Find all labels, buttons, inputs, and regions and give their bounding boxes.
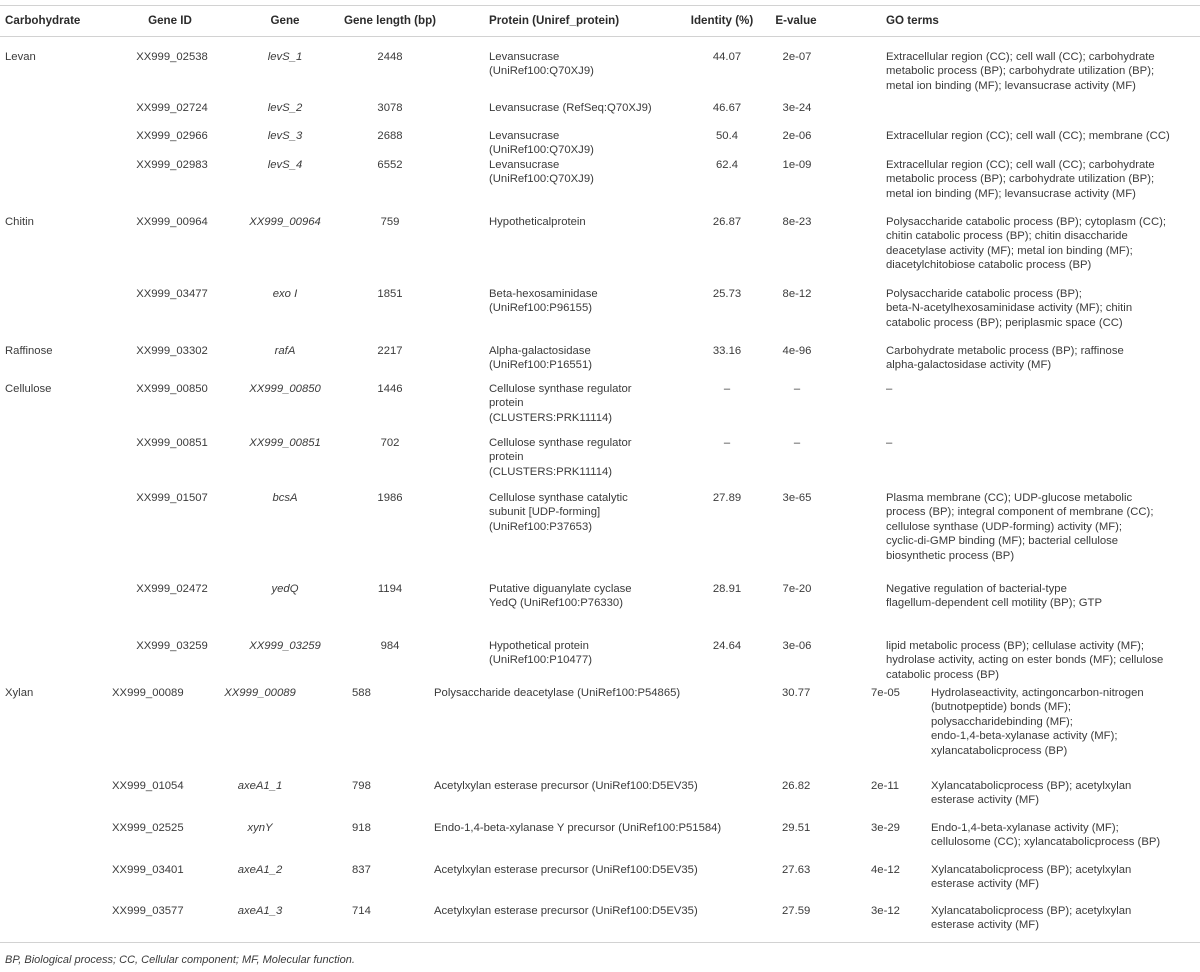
cell-gene-id: XX999_02538 (136, 51, 208, 63)
cell-identity: 62.4 (716, 159, 738, 171)
cell-gene-id: XX999_01507 (136, 492, 208, 504)
cell-gene: XX999_00850 (249, 383, 321, 395)
cell-gene-id: XX999_03259 (136, 640, 208, 652)
cell-gene-id: XX999_00089 (112, 687, 184, 699)
cell-length: 1446 (377, 383, 403, 395)
cell-gene: XX999_00089 (224, 687, 296, 699)
cell-length: 984 (380, 640, 400, 652)
cell-gene: axeA1_2 (237, 864, 283, 876)
cell-length: 1194 (377, 583, 403, 595)
cell-protein: Acetylxylan esterase precursor (UniRef100:D5EV35) (434, 905, 698, 917)
cell-gene: axeA1_3 (237, 905, 283, 917)
cell-length: 2448 (377, 51, 403, 63)
cell-go: Hydrolaseactivity, actingoncarbon-nitrogen (butnotpeptide) bonds (MF); polysaccharidebinding (MF); endo-1,4-beta-xylanase activity (MF); xylancatabolicprocess (BP) (931, 687, 1144, 757)
cell-protein: Beta-hexosaminidase (UniRef100:P96155) (489, 288, 598, 315)
cell-evalue: 8e-23 (782, 216, 812, 228)
cell-identity: 46.67 (712, 102, 742, 114)
cell-identity: 26.87 (712, 216, 742, 228)
cell-identity: 30.77 (782, 687, 811, 699)
cell-go: Xylancatabolicprocess (BP); acetylxylan esterase activity (MF) (931, 780, 1132, 807)
cell-gene-id: XX999_02472 (136, 583, 208, 595)
header-rule (0, 36, 1200, 37)
cell-identity: 25.73 (712, 288, 742, 300)
cell-protein: Cellulose synthase regulator protein (CLUSTERS:PRK11114) (489, 437, 632, 478)
cell-identity: 24.64 (712, 640, 742, 652)
cell-gene-id: XX999_03401 (112, 864, 184, 876)
cell-go: Polysaccharide catabolic process (BP); beta-N-acetylhexosaminidase activity (MF); chitin catabolic process (BP); periplasmic space (CC) (886, 288, 1133, 329)
cell-length: 837 (352, 864, 371, 876)
cell-gene: levS_4 (267, 159, 303, 171)
cell-length: 702 (380, 437, 400, 449)
cell-evalue: 1e-09 (782, 159, 812, 171)
cell-protein: Levansucrase (RefSeq:Q70XJ9) (489, 102, 652, 114)
cell-carb: Raffinose (5, 345, 53, 357)
cell-protein: Endo-1,4-beta-xylanase Y precursor (UniRef100:P51584) (434, 822, 722, 834)
cell-length: 1851 (377, 288, 403, 300)
cell-protein: Acetylxylan esterase precursor (UniRef100:D5EV35) (434, 864, 698, 876)
cell-carb: Cellulose (5, 383, 52, 395)
cell-length: 2217 (377, 345, 403, 357)
cell-evalue: 7e-20 (782, 583, 812, 595)
cell-protein: Hypothetical protein (UniRef100:P10477) (489, 640, 592, 667)
cell-gene-id: XX999_00851 (136, 437, 208, 449)
cell-gene-id: XX999_03302 (136, 345, 208, 357)
cell-go: Negative regulation of bacterial-type flagellum-dependent cell motility (BP); GTP (886, 583, 1102, 610)
cell-length: 918 (352, 822, 371, 834)
cell-go: Polysaccharide catabolic process (BP); cytoplasm (CC); chitin catabolic process (BP); chitin disaccharide deacetylase activity (MF); metal ion binding (MF); diacetylchitobiose catabolic process (BP) (886, 216, 1167, 272)
cell-go: Plasma membrane (CC); UDP-glucose metabolic process (BP); integral component of membrane (CC); cellulose synthase (UDP-forming) activity (MF); cyclic-di-GMP binding (MF); bacterial cellulose biosynthetic process (BP) (886, 492, 1154, 562)
cell-gene: XX999_03259 (249, 640, 321, 652)
cell-identity: 28.91 (712, 583, 742, 595)
cell-identity: – (723, 383, 731, 395)
cell-go: Carbohydrate metabolic process (BP); raffinose alpha-galactosidase activity (MF) (886, 345, 1124, 372)
cell-evalue: 7e-05 (871, 687, 900, 699)
cell-go: Xylancatabolicprocess (BP); acetylxylan esterase activity (MF) (931, 864, 1132, 891)
cell-identity: 50.4 (716, 130, 738, 142)
cell-identity: 29.51 (782, 822, 811, 834)
cell-evalue: 2e-11 (871, 780, 900, 792)
header-evalue: E-value (775, 14, 817, 27)
cell-protein: Levansucrase (UniRef100:Q70XJ9) (489, 130, 594, 157)
cell-go: Endo-1,4-beta-xylanase activity (MF); cellulosome (CC); xylancatabolicprocess (BP) (931, 822, 1161, 849)
header-protein: Protein (Uniref_protein) (489, 14, 620, 27)
cell-protein: Acetylxylan esterase precursor (UniRef100:D5EV35) (434, 780, 698, 792)
cell-carb: Chitin (5, 216, 34, 228)
cell-protein: Cellulose synthase regulator protein (CLUSTERS:PRK11114) (489, 383, 632, 424)
header-gene: Gene (270, 14, 300, 27)
cell-gene-id: XX999_02966 (136, 130, 208, 142)
cell-gene-id: XX999_01054 (112, 780, 184, 792)
cell-gene: rafA (274, 345, 296, 357)
cell-evalue: 8e-12 (782, 288, 812, 300)
cell-length: 3078 (377, 102, 403, 114)
cell-gene-id: XX999_03477 (136, 288, 208, 300)
cell-identity: 26.82 (782, 780, 811, 792)
cell-identity: 27.89 (712, 492, 742, 504)
cell-gene-id: XX999_02983 (136, 159, 208, 171)
cell-protein: Hypotheticalprotein (489, 216, 586, 228)
cell-carb: Levan (5, 51, 36, 63)
cell-gene: XX999_00851 (249, 437, 321, 449)
cell-length: 714 (352, 905, 371, 917)
cell-go: – (886, 437, 893, 449)
cell-protein: Putative diguanylate cyclase YedQ (UniRef100:P76330) (489, 583, 632, 610)
cell-gene: yedQ (271, 583, 299, 595)
cell-go: Xylancatabolicprocess (BP); acetylxylan esterase activity (MF) (931, 905, 1132, 932)
cell-evalue: 3e-24 (782, 102, 812, 114)
cell-gene: exo I (272, 288, 298, 300)
cell-evalue: 2e-07 (782, 51, 812, 63)
cell-gene-id: XX999_00964 (136, 216, 208, 228)
cell-identity: 33.16 (712, 345, 742, 357)
cell-evalue: 3e-65 (782, 492, 812, 504)
cell-length: 6552 (377, 159, 403, 171)
header-carbohydrate: Carbohydrate (5, 14, 81, 27)
cell-protein: Levansucrase (UniRef100:Q70XJ9) (489, 51, 594, 78)
cell-evalue: – (793, 437, 801, 449)
cell-gene: levS_3 (267, 130, 303, 142)
cell-gene-id: XX999_00850 (136, 383, 208, 395)
cell-gene-id: XX999_02525 (112, 822, 184, 834)
cell-gene-id: XX999_03577 (112, 905, 184, 917)
cell-protein: Levansucrase (UniRef100:Q70XJ9) (489, 159, 594, 186)
table-bottom-rule (0, 942, 1200, 943)
cell-evalue: 4e-96 (782, 345, 812, 357)
cell-gene: levS_1 (267, 51, 303, 63)
cell-identity: 44.07 (712, 51, 742, 63)
cell-length: 1986 (377, 492, 403, 504)
cell-evalue: 2e-06 (782, 130, 812, 142)
cell-gene: bcsA (272, 492, 298, 504)
cell-gene-id: XX999_02724 (136, 102, 208, 114)
header-go-terms: GO terms (886, 14, 939, 27)
cell-carb: Xylan (5, 687, 34, 699)
cell-gene: XX999_00964 (249, 216, 321, 228)
header-gene-id: Gene ID (148, 14, 192, 27)
header-gene-length: Gene length (bp) (343, 14, 437, 27)
cell-length: 759 (380, 216, 400, 228)
cell-length: 798 (352, 780, 371, 792)
cell-evalue: 3e-29 (871, 822, 900, 834)
cell-identity: 27.59 (782, 905, 811, 917)
cell-evalue: 3e-06 (782, 640, 812, 652)
cell-protein: Cellulose synthase catalytic subunit [UDP-forming] (UniRef100:P37653) (489, 492, 628, 533)
cell-gene: levS_2 (267, 102, 303, 114)
table-top-rule (0, 5, 1200, 6)
cell-go: Extracellular region (CC); cell wall (CC); membrane (CC) (886, 130, 1170, 142)
cell-protein: Polysaccharide deacetylase (UniRef100:P54865) (434, 687, 681, 699)
table-footnote: BP, Biological process; CC, Cellular component; MF, Molecular function. (5, 954, 355, 966)
cell-go: – (886, 383, 893, 395)
header-identity: Identity (%) (690, 14, 754, 27)
cell-length: 2688 (377, 130, 403, 142)
cell-evalue: 3e-12 (871, 905, 900, 917)
cell-evalue: 4e-12 (871, 864, 900, 876)
cell-identity: 27.63 (782, 864, 811, 876)
cell-identity: – (723, 437, 731, 449)
cell-go: Extracellular region (CC); cell wall (CC); carbohydrate metabolic process (BP); carbohydrate utilization (BP); metal ion binding (MF); levansucrase activity (MF) (886, 159, 1155, 200)
cell-length: 588 (352, 687, 371, 699)
cell-gene: xynY (247, 822, 273, 834)
cell-gene: axeA1_1 (237, 780, 283, 792)
cell-go: Extracellular region (CC); cell wall (CC); carbohydrate metabolic process (BP); carbohydrate utilization (BP); metal ion binding (MF); levansucrase activity (MF) (886, 51, 1155, 92)
cell-evalue: – (793, 383, 801, 395)
cell-protein: Alpha-galactosidase (UniRef100:P16551) (489, 345, 592, 372)
cell-go: lipid metabolic process (BP); cellulase activity (MF); hydrolase activity, acting on ester bonds (MF); cellulose catabolic process (BP) (886, 640, 1164, 681)
